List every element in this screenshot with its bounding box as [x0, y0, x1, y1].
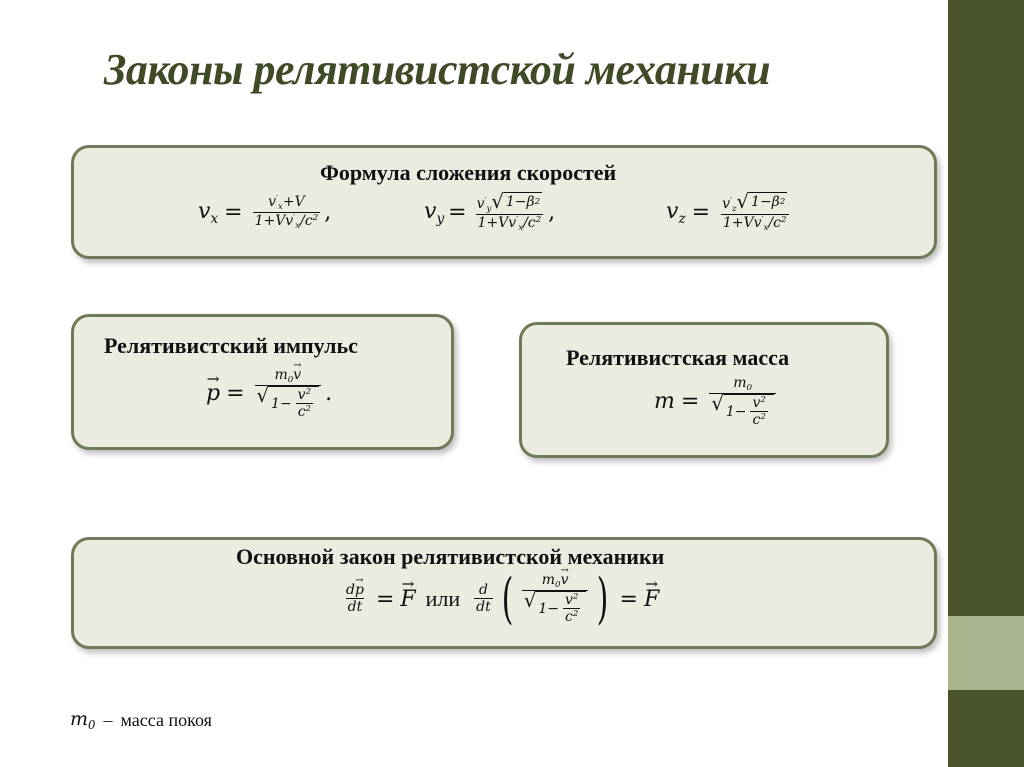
formula-basic-law: $\frac{dp \to}{dt}$ = F → или $\frac{d}{dt}$ ( $m_0v$ → √ 1− $\frac{v^2}{c^2}$ ) = F →: [340, 572, 659, 626]
formula-mass: m = $m_0$ √ 1− $\frac{v^2}{c^2}$: [654, 375, 780, 429]
slide-title: Законы релятивистской механики: [104, 45, 771, 94]
basic-law-box: [71, 537, 937, 649]
formula-vz: $v_z$ = $v'_z$ √ 1−β 2 $1+Vv'_x/c^2$: [666, 190, 787, 234]
formula-momentum: p → = $m_0v$ → √ 1− $\frac{v^2}{c^2}$ .: [206, 367, 332, 421]
velocity-addition-box: [71, 145, 937, 259]
momentum-heading: Релятивистский импульс: [104, 333, 358, 358]
or-word: или: [425, 586, 461, 611]
mass-box: [519, 322, 889, 458]
rest-mass-text: масса покоя: [120, 709, 212, 730]
formula-vy: $v_y$ = $v'_y$ √ 1−β 2 $1+Vv'_x/c^2$ ,: [424, 190, 556, 234]
rest-mass-symbol: $m_0$: [70, 708, 96, 733]
basic-law-heading: Основной закон релятивистской механики: [236, 544, 665, 569]
right-decor-accent: [948, 616, 1024, 690]
mass-heading: Релятивистская масса: [566, 345, 790, 370]
rest-mass-dash: –: [103, 709, 113, 730]
rest-mass-note: [70, 708, 212, 732]
momentum-box: [71, 314, 454, 450]
formula-vx: $v_x$ = $\frac{v'_x+V}{1+Vv'_x/c^2}$ ,: [198, 194, 332, 232]
velocity-addition-heading: Формула сложения скоростей: [320, 160, 617, 185]
